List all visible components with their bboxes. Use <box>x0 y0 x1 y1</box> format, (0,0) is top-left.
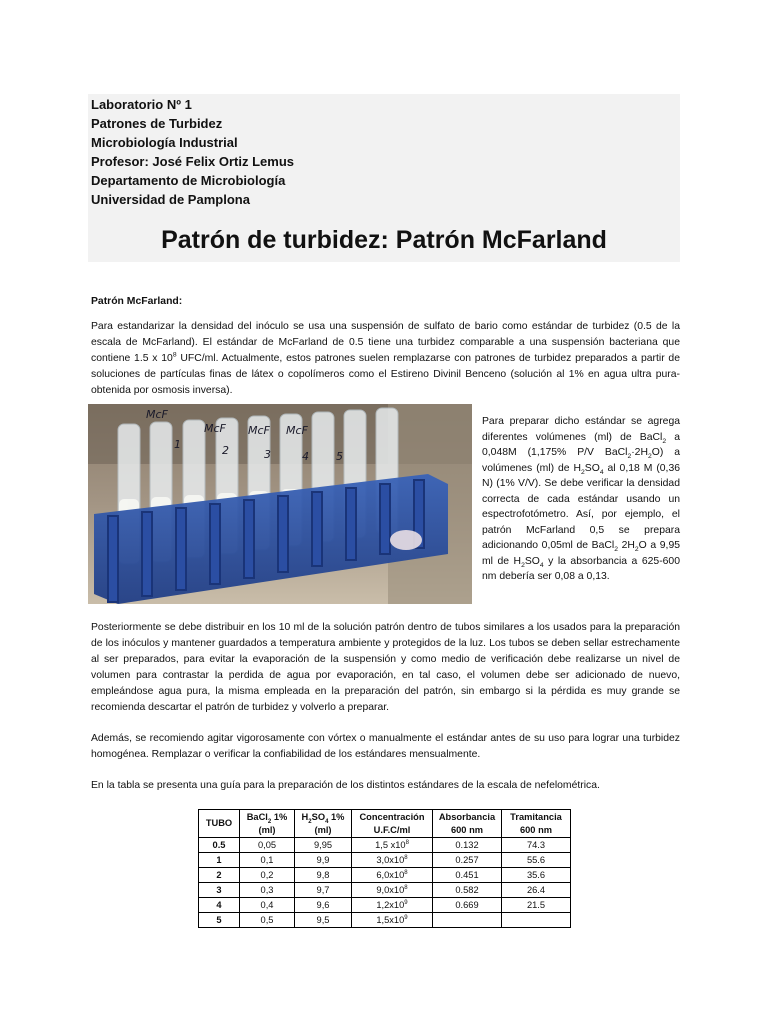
cell-concentration: $6,0x10^8$ <box>352 868 433 883</box>
header-tubo: TUBO <box>199 810 240 838</box>
header-department: Departamento de Microbiología <box>91 173 286 188</box>
cell-transmittance: 35.6 <box>502 868 571 883</box>
header-university: Universidad de Pamplona <box>91 192 250 207</box>
header-bacl2: BaCl$_2$ 1% (ml) <box>240 810 295 838</box>
cell-transmittance <box>502 913 571 928</box>
cell-absorbance: 0.669 <box>433 898 502 913</box>
table-row <box>199 838 571 853</box>
cell-transmittance: 26.4 <box>502 883 571 898</box>
cell-bacl2: 0,5 <box>240 913 295 928</box>
tube-label: McF <box>248 424 270 437</box>
cell-h2so4: 9,5 <box>295 913 352 928</box>
table-row <box>199 883 571 898</box>
tube-label: McF <box>204 422 226 435</box>
header-absorbance: Absorbancia 600 nm <box>433 810 502 838</box>
cell-tubo: 5 <box>199 913 240 928</box>
table-header-row <box>199 810 571 838</box>
cell-tubo: 1 <box>199 853 240 868</box>
paragraph-agitation: Además, se recomiendo agitar vigorosamente con vórtex o manualmente el estándar antes de su uso para lograr una turbidez homogénea. Remplazar o verificar la confiabilidad de los estándares mensualmente. <box>91 733 680 760</box>
tube-label: McF <box>286 424 308 437</box>
cell-absorbance: 0.257 <box>433 853 502 868</box>
tube-label: 2 <box>222 444 229 457</box>
header-transmittance: Tramitancia 600 nm <box>502 810 571 838</box>
tube-label: McF <box>146 408 168 421</box>
cell-bacl2: 0,3 <box>240 883 295 898</box>
header-course: Microbiología Industrial <box>91 135 238 150</box>
cell-concentration: 1,5 $x10^8$ <box>352 838 433 853</box>
cell-concentration: $1,2x10^9$ <box>352 898 433 913</box>
header-h2so4: $H_2SO_4$ 1% (ml) <box>295 810 352 838</box>
table-row <box>199 898 571 913</box>
tube-label: 5 <box>336 450 343 463</box>
paragraph-intro: Para estandarizar la densidad del inóculo se usa una suspensión de sulfato de bario como estándar de turbidez (0.5 de la escala de McFarland). El estándar de McFarland de 0.5 tiene una turbidez comparable a una suspensión bacteriana que contiene 1.5 x $10^8$ UFC/ml. Actualmente, estos patrones suelen remplazarse con patrones de turbidez preparados a partir de soluciones de partículas finas de látex o copolímeros como el Estireno Divinil Benceno (solución al 1% en agua ultra pura-obtenida por osmosis inversa). <box>91 321 680 396</box>
mcfarland-tubes-photo <box>88 404 472 604</box>
cell-transmittance: 21.5 <box>502 898 571 913</box>
cell-concentration: $1,5x10^9$ <box>352 913 433 928</box>
cell-absorbance: 0.132 <box>433 838 502 853</box>
section-title: Patrón McFarland: <box>91 296 183 307</box>
cell-concentration: $9,0x10^8$ <box>352 883 433 898</box>
cell-tubo: 3 <box>199 883 240 898</box>
cell-tubo: 4 <box>199 898 240 913</box>
table-row <box>199 853 571 868</box>
cell-bacl2: 0,1 <box>240 853 295 868</box>
cell-h2so4: 9,8 <box>295 868 352 883</box>
cell-bacl2: 0,05 <box>240 838 295 853</box>
cell-absorbance: 0.451 <box>433 868 502 883</box>
cell-h2so4: 9,6 <box>295 898 352 913</box>
cell-bacl2: 0,2 <box>240 868 295 883</box>
cell-h2so4: 9,9 <box>295 853 352 868</box>
cell-bacl2: 0,4 <box>240 898 295 913</box>
paragraph-distribution: Posteriormente se debe distribuir en los 10 ml de la solución patrón dentro de tubos similares a los usados para la preparación de los inóculos y mantener guardados a temperatura ambiente y protegidos de la luz. Los tubos se deben sellar estrechamente al ser preparados, para evitar la evaporación de la suspensión y como medio de verificación debe realizarse un nivel de volumen para contrastar la perdida de agua por evaporación, en tal caso, el volumen debe ser adicionado de nuevo, empleándose agua pura, la misma empleada en la preparación del patrón, sin embargo si la pérdida es muy grande se recomienda descartar el patrón de turbidez y volverlo a preparar. <box>91 622 680 713</box>
header-lines <box>91 95 294 209</box>
tube-label: 4 <box>302 450 309 463</box>
cell-transmittance: 74.3 <box>502 838 571 853</box>
tube-label: 1 <box>174 438 181 451</box>
header-professor: Profesor: José Felix Ortiz Lemus <box>91 154 295 169</box>
table-row <box>199 868 571 883</box>
header-concentration: Concentración U.F.C/ml <box>352 810 433 838</box>
cell-absorbance: 0.582 <box>433 883 502 898</box>
cell-transmittance: 55.6 <box>502 853 571 868</box>
tube-label: 3 <box>264 448 271 461</box>
cell-h2so4: 9,7 <box>295 883 352 898</box>
mcfarland-table <box>198 809 571 928</box>
cell-absorbance <box>433 913 502 928</box>
paragraph-preparation: Para preparar dicho estándar se agrega diferentes volúmenes (ml) de BaCl$_2$ a 0,048M (1,175% P/V $BaCl_2\cdot 2H_2O$) a volúmenes (ml) de $H_2SO_4$ al 0,18 M (0,36 N) (1% V/V). Se debe verificar la densidad correcta de cada estándar usando un espectrofotómetro. Así, por ejemplo, el patrón McFarland 0,5 se prepara adicionando 0,05ml de BaCl$_2$ $2H_2O$ a 9,95 ml de $H_2SO_4$ y la absorbancia a 625-600 nm debería ser 0,08 a 0,13. <box>482 416 680 582</box>
page-title: Patrón de turbidez: Patrón McFarland <box>161 226 607 254</box>
cell-h2so4: 9,95 <box>295 838 352 853</box>
cell-tubo: 2 <box>199 868 240 883</box>
cell-tubo: 0.5 <box>199 838 240 853</box>
table-row <box>199 913 571 928</box>
paragraph-table-intro: En la tabla se presenta una guía para la preparación de los distintos estándares de la escala de nefelométrica. <box>91 780 600 791</box>
header-topic: Patrones de Turbidez <box>91 116 223 131</box>
cell-concentration: $3,0x10^8$ <box>352 853 433 868</box>
header-lab: Laboratorio Nº 1 <box>91 97 192 112</box>
